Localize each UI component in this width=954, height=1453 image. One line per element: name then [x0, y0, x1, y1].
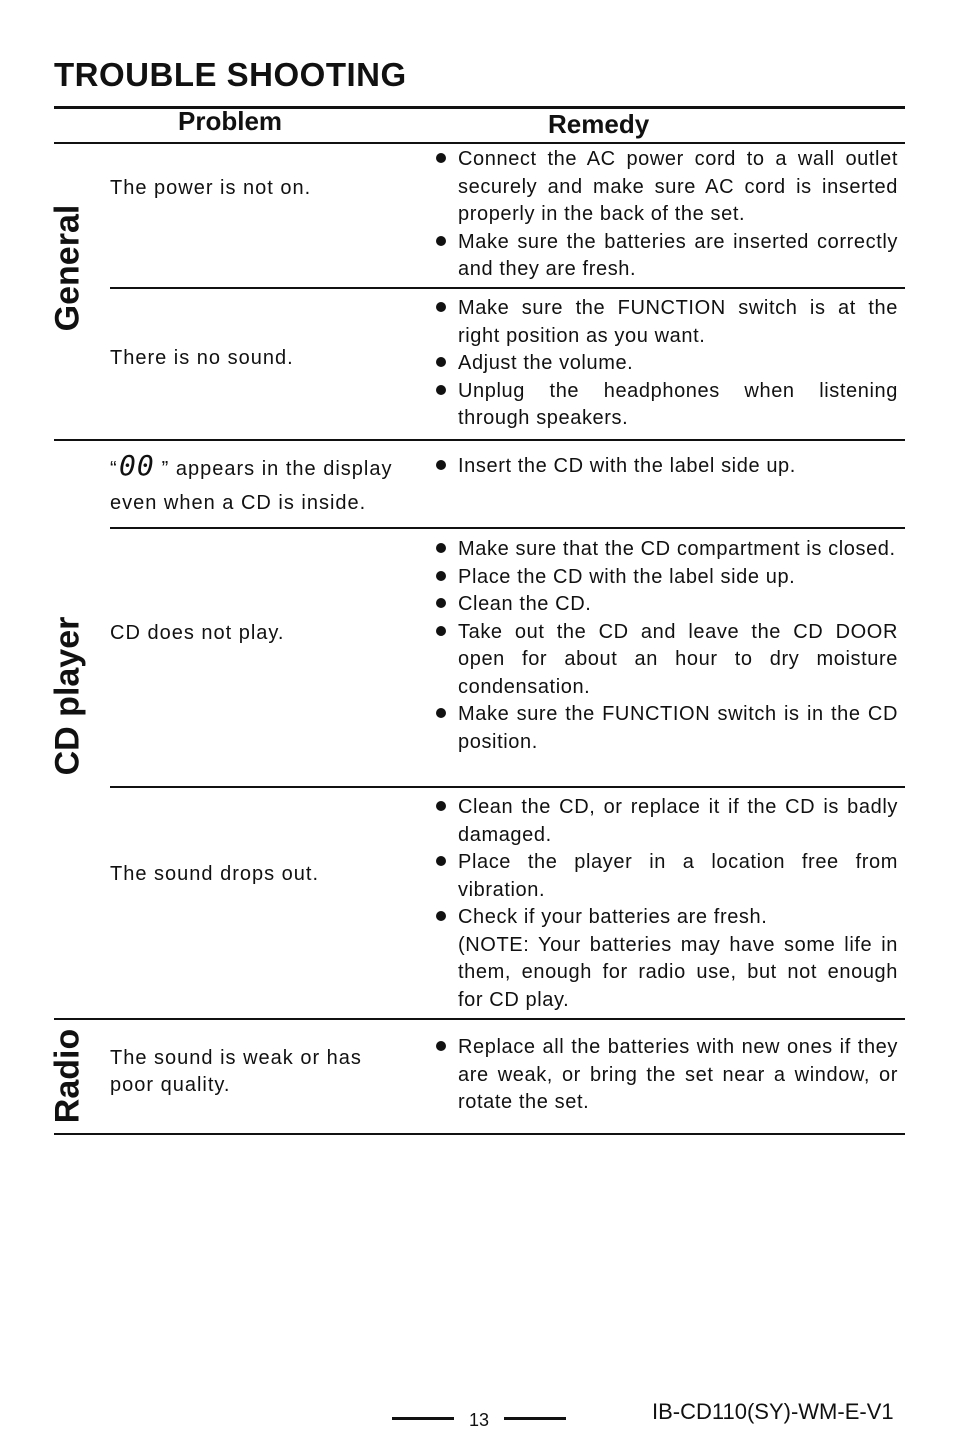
remedy-item: Clean the CD, or replace it if the CD is badly damaged. [436, 794, 898, 849]
problem-text: CD does not play. [110, 622, 285, 644]
section-label-general: General [48, 204, 87, 332]
bullet-icon [436, 801, 446, 811]
remedy-item: Clean the CD. [436, 591, 898, 619]
svg-text:00: 00 [118, 453, 155, 479]
remedy-item: Make sure the FUNCTION switch is in the CD position. [436, 701, 898, 756]
bullet-icon [436, 153, 446, 163]
bullet-icon [436, 357, 446, 367]
row-divider [110, 287, 905, 289]
bullet-icon [436, 460, 446, 470]
remedy-item: Unplug the headphones when listening through speakers. [436, 378, 898, 433]
remedy-item: Replace all the batteries with new ones if they are weak, or bring the set near a window, or rotate the set. [436, 1034, 898, 1117]
remedy-column-header: Remedy [548, 109, 650, 139]
document-code: IB-CD110(SY)-WM-E-V1 [652, 1399, 894, 1424]
bullet-icon [436, 1041, 446, 1051]
section-divider [54, 1018, 905, 1020]
bullet-icon [436, 856, 446, 866]
row-divider [110, 527, 905, 529]
remedy-item: Check if your batteries are fresh. [436, 904, 898, 932]
bullet-icon [436, 385, 446, 395]
remedy-item: Place the player in a location free from vibration. [436, 849, 898, 904]
footer-rule-left [392, 1417, 454, 1420]
remedy-item: Make sure the FUNCTION switch is at the right position as you want. [436, 295, 898, 350]
problem-text: There is no sound. [110, 347, 294, 369]
bullet-icon [436, 543, 446, 553]
remedy-list [436, 536, 898, 756]
remedy-list [436, 295, 898, 433]
remedy-item: Connect the AC power cord to a wall outlet securely and make sure AC cord is inserted properly in the back of the set. [436, 146, 898, 229]
segment-display-00-icon [119, 453, 161, 488]
problem-text: “ 00 ” appears in the display even when a CD is inside. [110, 453, 392, 518]
row-divider [110, 786, 905, 788]
remedy-item: Adjust the volume. [436, 350, 898, 378]
footer-rule-right [504, 1417, 566, 1420]
problem-column-header: Problem [178, 106, 283, 136]
bullet-icon [436, 236, 446, 246]
table-bottom-rule [54, 1133, 905, 1135]
bullet-icon [436, 571, 446, 581]
page-title: TROUBLE SHOOTING [54, 56, 407, 93]
remedy-list [436, 453, 898, 481]
remedy-item: Insert the CD with the label side up. [436, 453, 898, 481]
problem-text: The sound drops out. [110, 863, 320, 885]
remedy-list [436, 794, 898, 1014]
bullet-icon [436, 911, 446, 921]
bullet-icon [436, 708, 446, 718]
remedy-item: Place the CD with the label side up. [436, 564, 898, 592]
problem-text: The sound is weak or has poor quality. [110, 1047, 362, 1096]
problem-text: The power is not on. [110, 177, 312, 199]
section-label-cd-player: CD player [48, 616, 87, 776]
remedy-item: Make sure that the CD compartment is closed. [436, 536, 898, 564]
remedy-note: (NOTE: Your batteries may have some life in them, enough for radio use, but not enough for CD play. [458, 933, 898, 1011]
header-bottom-rule [54, 142, 905, 144]
remedy-list [436, 1034, 898, 1117]
section-label-radio: Radio [48, 1028, 87, 1124]
remedy-item: Make sure the batteries are inserted correctly and they are fresh. [436, 229, 898, 284]
bullet-icon [436, 626, 446, 636]
section-divider [54, 439, 905, 441]
remedy-item: Take out the CD and leave the CD DOOR open for about an hour to dry moisture condensation. [436, 619, 898, 702]
remedy-list [436, 146, 898, 284]
bullet-icon [436, 598, 446, 608]
bullet-icon [436, 302, 446, 312]
page-number: 13 [469, 1410, 490, 1430]
